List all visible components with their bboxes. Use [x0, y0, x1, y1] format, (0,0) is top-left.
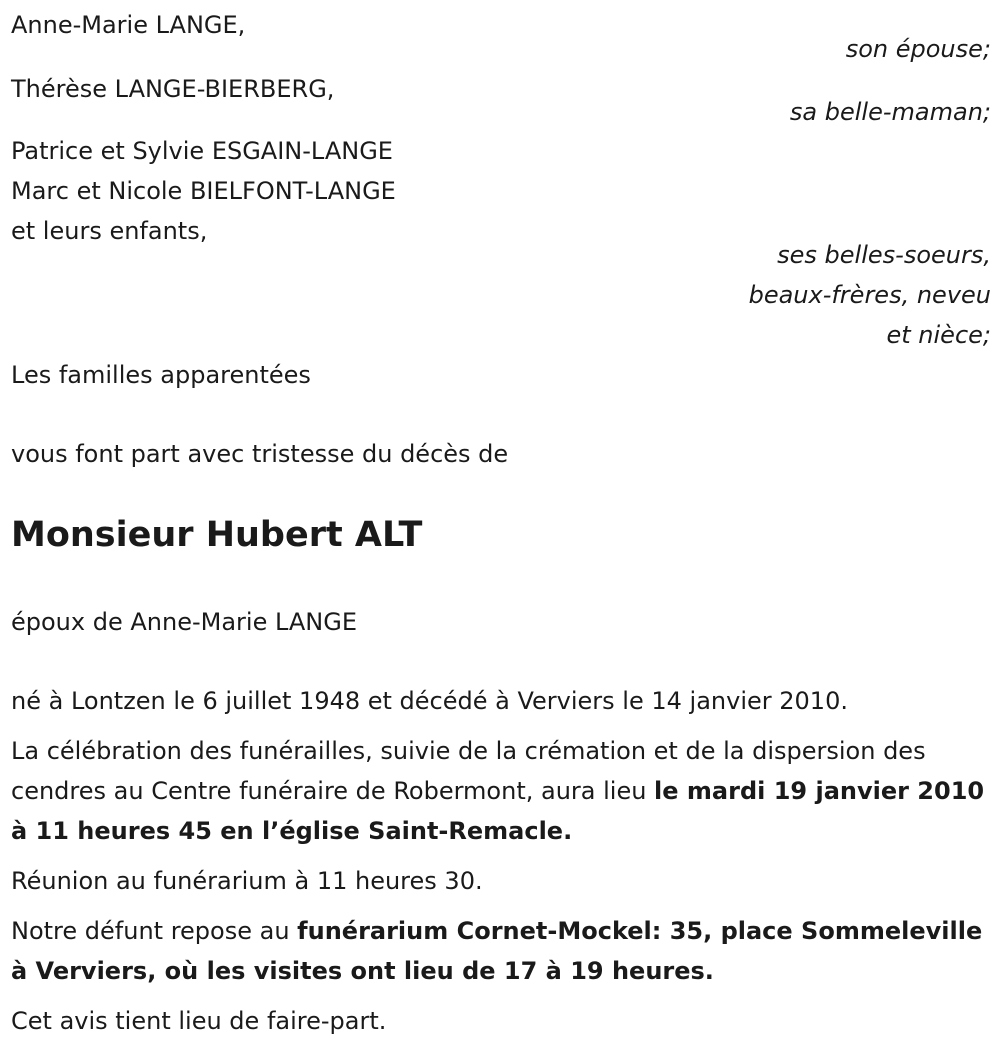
rest-location: funérarium Cornet-Mockel: 35, place Sommeleville à Verviers, où les visites ont lieu de 17 à 19 heures.: [11, 917, 983, 985]
related-families: Les familles apparentées: [11, 361, 311, 389]
siblings-role-line: beaux-frères, neveu: [748, 281, 991, 309]
siblings-role-line: ses belles-soeurs,: [777, 241, 991, 269]
rest-text: Notre défunt repose au: [11, 917, 298, 945]
mother-in-law-role: sa belle-maman;: [789, 98, 991, 126]
closing-note: Cet avis tient lieu de faire-part.: [11, 1007, 387, 1035]
mother-in-law-name: Thérèse LANGE-BIERBERG,: [11, 75, 335, 103]
birth-death: né à Lontzen le 6 juillet 1948 et décédé à Verviers le 14 janvier 2010.: [11, 687, 848, 715]
ceremony-paragraph: [11, 731, 991, 851]
rest-paragraph: [11, 911, 991, 991]
ceremony-date-place: le mardi 19 janvier 2010 à 11 heures 45 en l’église Saint-Remacle.: [11, 777, 985, 845]
announcement-intro: vous font part avec tristesse du décès de: [11, 440, 509, 468]
sibling-line: Patrice et Sylvie ESGAIN-LANGE: [11, 137, 393, 165]
sibling-line: et leurs enfants,: [11, 217, 208, 245]
sibling-line: Marc et Nicole BIELFONT-LANGE: [11, 177, 396, 205]
spouse-role: son épouse;: [845, 35, 991, 63]
deceased-name: Monsieur Hubert ALT: [11, 515, 423, 555]
siblings-role-line: et nièce;: [886, 321, 991, 349]
ceremony-text: La célébration des funérailles, suivie de la crémation et de la dispersion des cendres au Centre funéraire de Robermont, aura lieu: [11, 737, 926, 805]
spouse-name: Anne-Marie LANGE,: [11, 11, 246, 39]
meeting-info: Réunion au funérarium à 11 heures 30.: [11, 867, 483, 895]
spouse-of: époux de Anne-Marie LANGE: [11, 608, 358, 636]
